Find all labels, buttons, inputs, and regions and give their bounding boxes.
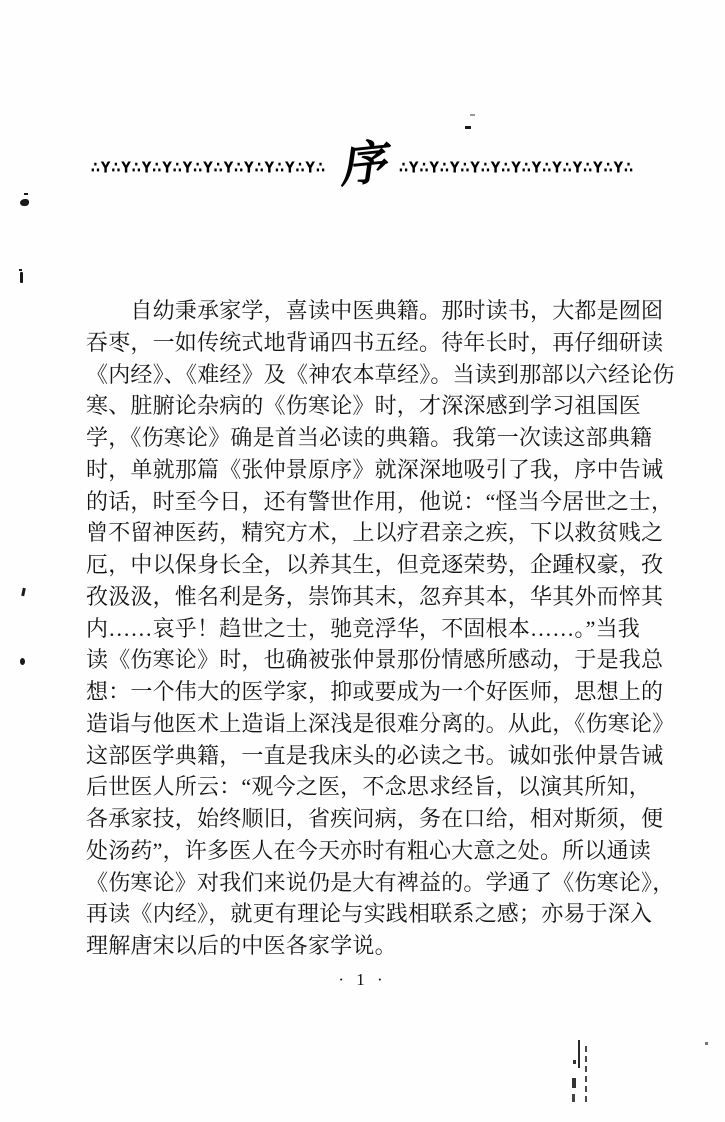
ornament-right: ∴Y∴Y∴Y∴Y∴Y∴Y∴Y∴Y∴Y∴Y∴Y∴ <box>399 159 635 177</box>
margin-scan-mark <box>572 1094 575 1102</box>
margin-scan-mark <box>573 1060 576 1064</box>
preface-paragraph <box>86 295 675 962</box>
text-line: 的话，时至今日，还有警世作用，他说：“怪当今居世之士， <box>86 488 674 514</box>
text-line: 厄，中以保身长全，以养其生，但竞逐荣势，企踵权豪，孜 <box>86 552 664 577</box>
page-title: 序 <box>336 134 389 194</box>
text-line: 读《伤寒论》时，也确被张仲景那份情感所感动，于是我总 <box>86 647 664 673</box>
text-line: 理解唐宋以后的中医各家学说。 <box>86 933 397 958</box>
text-line: 造诣与他医术上造诣上深浅是很难分离的。从此，《伤寒论》 <box>86 710 675 736</box>
text-line: 再读《内经》，就更有理论与实践相联系之感；亦易于深入 <box>86 901 653 927</box>
ink-speck <box>19 269 22 271</box>
text-line: 孜汲汲，惟名利是务，崇饰其末，忽弃其本，华其外而悴其 <box>86 583 664 609</box>
ink-speck <box>20 199 29 206</box>
margin-scan-mark <box>585 1046 587 1102</box>
ink-speck <box>24 193 28 195</box>
text-line: 学，《伤寒论》确是首当必读的典籍。我第一次读这部典籍 <box>86 425 653 450</box>
ink-speck <box>21 588 26 596</box>
ink-speck <box>20 658 25 665</box>
text-line: 《内经》、《难经》及《神农本草经》。当读到那部以六经论伤 <box>86 361 675 387</box>
text-line: 吞枣，一如传统式地背诵四书五经。待年长时，再仔细研读 <box>86 329 664 355</box>
ink-speck <box>465 126 471 129</box>
text-line: 曾不留神医药，精究方术，上以疗君亲之疾，下以救贫贱之 <box>86 520 664 546</box>
text-line: 时，单就那篇《张仲景原序》就深深地吸引了我，序中告诫 <box>86 456 664 482</box>
ink-speck <box>705 1042 708 1045</box>
text-line: 后世医人所云：“观今之医，不念思求经旨，以演其所知， <box>86 774 651 800</box>
text-line: 《伤寒论》对我们来说仍是大有裨益的。学通了《伤寒论》， <box>86 869 675 895</box>
ink-speck <box>20 272 23 283</box>
text-line: 寒、脏腑论杂病的《伤寒论》时，才深深感到学习祖国医 <box>86 393 642 419</box>
margin-scan-mark <box>578 1040 580 1068</box>
page-number: · 1 · <box>338 970 387 989</box>
margin-scan-mark <box>572 1078 576 1088</box>
ornament-left: ∴Y∴Y∴Y∴Y∴Y∴Y∴Y∴Y∴Y∴Y∴Y∴ <box>90 159 326 177</box>
text-line: 想：一个伟大的医学家，抑或要成为一个好医师，思想上的 <box>86 679 664 704</box>
text-line: 各承家技，始终顺旧，省疾问病，务在口给，相对斯须，便 <box>86 806 664 831</box>
ink-speck <box>470 114 475 116</box>
text-line: 内……哀乎！趋世之士，驰竞浮华，不固根本……。”当我 <box>86 615 640 641</box>
text-line: 这部医学典籍，一直是我床头的必读之书。诚如张仲景告诫 <box>86 742 664 768</box>
text-line: 处汤药”，许多医人在今天亦时有粗心大意之处。所以通读 <box>86 837 651 863</box>
chapter-header <box>0 132 725 204</box>
text-line: 自幼秉承家学，喜读中医典籍。那时读书，大都是囫囵 <box>86 298 664 323</box>
